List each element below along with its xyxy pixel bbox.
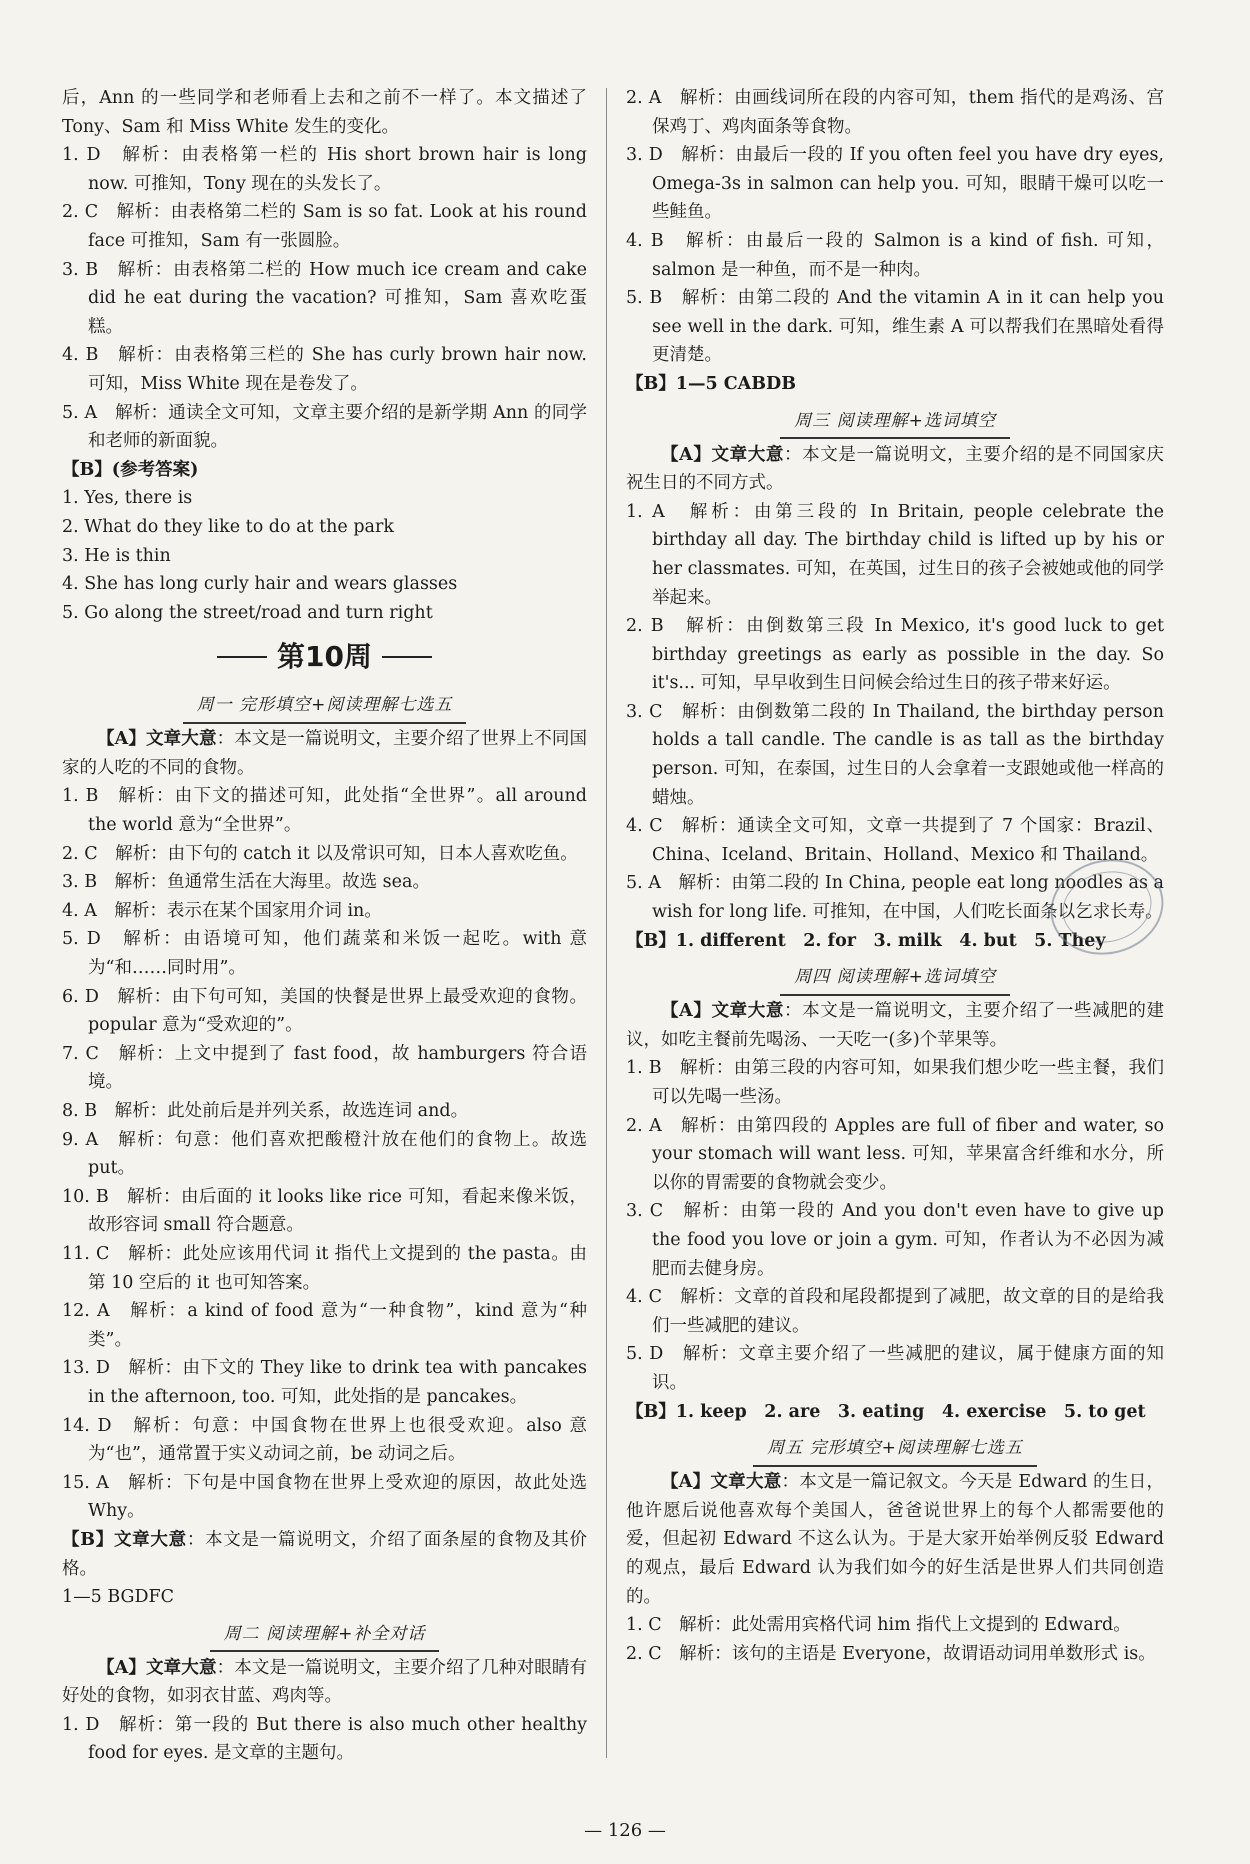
- answer-item: 2. A 解析：由画线词所在段的内容可知，them 指代的是鸡汤、宫保鸡丁、鸡肉面条等食物。: [626, 88, 1164, 137]
- b-answer: 1—5 BGDFC: [62, 1587, 175, 1608]
- answer-item: 4. B 解析：由最后一段的 Salmon is a kind of fish. 可知，salmon 是一种鱼，而不是一种肉。: [626, 230, 1164, 280]
- answer-item: 2. B 解析：由倒数第三段 In Mexico, it's good luck to get birthday greetings as early as possible in the day. So it's... 可知，早早收到生日问候会给过生日的孩子带来好运。: [626, 616, 1164, 694]
- section-heading: [62, 689, 587, 719]
- summary-label: 【A】文章大意: [661, 1472, 782, 1493]
- summary-text: ：本文是一篇说明文，主要介绍的是不同国家庆祝生日的不同方式。: [626, 444, 1165, 494]
- answer-item: 1. C 解析：此处需用宾格代词 him 指代上文提到的 Edward。: [626, 1615, 1131, 1636]
- column-divider: [606, 88, 607, 1758]
- answer-item: 3. C 解析：由倒数第二段的 In Thailand, the birthday person holds a tall candle. The candle is as tall as the birthday person. 可知，在泰国，过生日的人会拿着一支跟她或他一样高的蜡烛。: [626, 701, 1164, 808]
- section-title: 周五 完形填空+阅读理解七选五: [753, 1432, 1037, 1467]
- answer-item: 5. A 解析：由第二段的 In China, people eat long noodles as a wish for long life. 可推知，在中国，人们吃长面条以乞求长寿。: [626, 873, 1164, 923]
- section-heading: [626, 405, 1164, 435]
- section-title: 周二 阅读理解+补全对话: [210, 1618, 440, 1653]
- summary-label: 【A】文章大意: [661, 1001, 784, 1022]
- answer-item: 3. C 解析：由第一段的 And you don't even have to give up the food you love or join a gym. 可知，作者认为不必因为减肥而去健身房。: [626, 1201, 1164, 1279]
- b-answer: 3. He is thin: [62, 545, 171, 566]
- summary-label: 【A】文章大意: [97, 1657, 217, 1678]
- answer-item: 6. D 解析：由下句可知，美国的快餐是世界上最受欢迎的食物。popular 意为“受欢迎的”。: [62, 986, 587, 1036]
- week-heading: [62, 637, 587, 677]
- answer-item: 3. B 解析：由表格第二栏的 How much ice cream and cake did he eat during the vacation? 可推知，Sam 喜欢吃蛋糕。: [62, 259, 587, 337]
- section-heading: [62, 1618, 587, 1648]
- summary-paragraph: [62, 1526, 587, 1583]
- answer-item: 4. C 解析：文章的首段和尾段都提到了减肥，故文章的目的是给我们一些减肥的建议。: [626, 1287, 1164, 1336]
- b-answer: 【B】1. keep 2. are 3. eating 4. exercise 5. to get: [626, 1401, 1146, 1422]
- answer-item: 1. D 解析：由表格第一栏的 His short brown hair is long now. 可推知，Tony 现在的头发长了。: [62, 145, 587, 194]
- b-answer: 【B】1—5 CABDB: [626, 373, 797, 394]
- intro-paragraph: 后，Ann 的一些同学和老师看上去和之前不一样了。本文描述了 Tony、Sam 和 Miss White 发生的变化。: [62, 88, 587, 137]
- stamp-inner-ring: [1055, 862, 1159, 952]
- answer-item: 10. B 解析：由后面的 it looks like rice 可知，看起来像米饭，故形容词 small 符合题意。: [62, 1186, 587, 1236]
- section-heading: [626, 1432, 1164, 1462]
- answer-item: 5. D 解析：由语境可知，他们蔬菜和米饭一起吃。with 意为“和……同时用”。: [62, 929, 587, 979]
- summary-paragraph: [626, 1468, 1164, 1611]
- week-rule-left: [217, 656, 267, 658]
- answer-item: 1. B 解析：由下文的描述可知，此处指“全世界”。all around the world 意为“全世界”。: [62, 786, 587, 836]
- summary-paragraph: [62, 725, 587, 782]
- answer-item: 2. C 解析：由下句的 catch it 以及常识可知，日本人喜欢吃鱼。: [62, 843, 578, 864]
- left-column: [62, 84, 587, 1768]
- summary-label: 【A】文章大意: [97, 729, 217, 750]
- answer-item: 14. D 解析：句意：中国食物在世界上也很受欢迎。also 意为“也”，通常置于实义动词之前，be 动词之后。: [62, 1415, 587, 1465]
- answer-item: 11. C 解析：此处应该用代词 it 指代上文提到的 the pasta。由第 10 空后的 it 也可知答案。: [62, 1243, 587, 1293]
- summary-text: ：本文是一篇说明文，主要介绍了世界上不同国家的人吃的不同的食物。: [62, 729, 588, 778]
- answer-item: 12. A 解析：a kind of food 意为“一种食物”，kind 意为“种类”。: [62, 1301, 587, 1350]
- answer-item: 8. B 解析：此处前后是并列关系，故选连词 and。: [62, 1101, 469, 1121]
- summary-text: ：本文是一篇说明文，主要介绍了一些减肥的建议，如吃主餐前先喝汤、一天吃一(多)个苹果等。: [626, 1001, 1165, 1050]
- summary-label: 【A】文章大意: [661, 444, 784, 465]
- answer-item: 9. A 解析：句意：他们喜欢把酸橙汁放在他们的食物上。故选 put。: [62, 1129, 587, 1179]
- b-answer: 【B】1. different 2. for 3. milk 4. but 5. They: [626, 930, 1106, 951]
- page-number: — 126 —: [584, 1820, 666, 1841]
- answer-item: 5. A 解析：通读全文可知，文章主要介绍的是新学期 Ann 的同学和老师的新面貌。: [62, 402, 587, 452]
- answer-item: 2. A 解析：由第四段的 Apples are full of fiber and water, so your stomach will want less. 可知，苹果富含纤维和水分，所以你的胃需要的食物就会变少。: [626, 1115, 1164, 1193]
- section-heading: [626, 961, 1164, 991]
- summary-paragraph: [62, 1654, 587, 1711]
- answer-item: 4. C 解析：通读全文可知，文章一共提到了 7 个国家：Brazil、China、Iceland、Britain、Holland、Mexico 和 Thailand。: [626, 816, 1164, 865]
- summary-label: 【B】文章大意: [62, 1529, 187, 1550]
- summary-text: ：本文是一篇说明文，主要介绍了几种对眼睛有好处的食物，如羽衣甘蓝、鸡肉等。: [62, 1657, 588, 1707]
- answer-item: 1. D 解析：第一段的 But there is also much other healthy food for eyes. 是文章的主题句。: [62, 1714, 587, 1764]
- summary-paragraph: [626, 997, 1164, 1054]
- week-rule-right: [382, 656, 432, 658]
- answer-item: 5. B 解析：由第二段的 And the vitamin A in it can help you see well in the dark. 可知，维生素 A 可以帮我们在黑暗处看得更清楚。: [626, 288, 1164, 366]
- answer-item: 1. A 解析：由第三段的 In Britain, people celebrate the birthday all day. The birthday child is lifted up by his or her classmates. 可知，在英国，过生日的孩子会被她或他的同学举起来。: [626, 501, 1164, 608]
- answer-item: 2. C 解析：该句的主语是 Everyone，故谓语动词用单数形式 is。: [626, 1643, 1156, 1664]
- summary-text: ：本文是一篇说明文，介绍了面条屋的食物及其价格。: [62, 1529, 587, 1579]
- answer-item: 4. A 解析：表示在某个国家用介词 in。: [62, 900, 382, 921]
- week-title: 第10周: [277, 639, 372, 673]
- b-answer: 2. What do they like to do at the park: [62, 516, 394, 537]
- section-title: 周一 完形填空+阅读理解七选五: [183, 689, 467, 724]
- answer-item: 7. C 解析：上文中提到了 fast food，故 hamburgers 符合语境。: [62, 1043, 587, 1093]
- answer-item: 3. D 解析：由最后一段的 If you often feel you have dry eyes, Omega-3s in salmon can help you. 可知，眼睛干燥可以吃一些鲑鱼。: [626, 145, 1164, 223]
- b-answer: 5. Go along the street/road and turn right: [62, 602, 433, 623]
- section-title: 周四 阅读理解+选词填空: [780, 961, 1010, 996]
- answer-item: 4. B 解析：由表格第三栏的 She has curly brown hair now. 可知，Miss White 现在是卷发了。: [62, 345, 587, 394]
- answer-item: 1. B 解析：由第三段的内容可知，如果我们想少吃一些主餐，我们可以先喝一些汤。: [626, 1058, 1164, 1107]
- answer-item: 5. D 解析：文章主要介绍了一些减肥的建议，属于健康方面的知识。: [626, 1344, 1164, 1393]
- section-title: 周三 阅读理解+选词填空: [780, 405, 1010, 440]
- answer-item: 3. B 解析：鱼通常生活在大海里。故选 sea。: [62, 872, 430, 893]
- b-header: 【B】(参考答案): [62, 459, 199, 480]
- summary-text: ：本文是一篇记叙文。今天是 Edward 的生日，他许愿后说他喜欢每个美国人，爸爸说世界上的每个人都需要他的爱，但起初 Edward 不这么认为。于是大家开始举例反驳 Edward 的观点，最后 Edward 认为我们如今的好生活是世界人们共同创造的。: [626, 1472, 1164, 1607]
- answer-item: 15. A 解析：下句是中国食物在世界上受欢迎的原因，故此处选 Why。: [62, 1472, 587, 1522]
- answer-item: 2. C 解析：由表格第二栏的 Sam is so fat. Look at his round face 可推知，Sam 有一张圆脸。: [62, 202, 587, 251]
- b-answer: 1. Yes, there is: [62, 488, 193, 509]
- answer-item: 13. D 解析：由下文的 They like to drink tea with pancakes in the afternoon, too. 可知，此处指的是 pancakes。: [62, 1358, 587, 1407]
- b-answer: 4. She has long curly hair and wears glasses: [62, 574, 458, 595]
- summary-paragraph: [626, 441, 1164, 498]
